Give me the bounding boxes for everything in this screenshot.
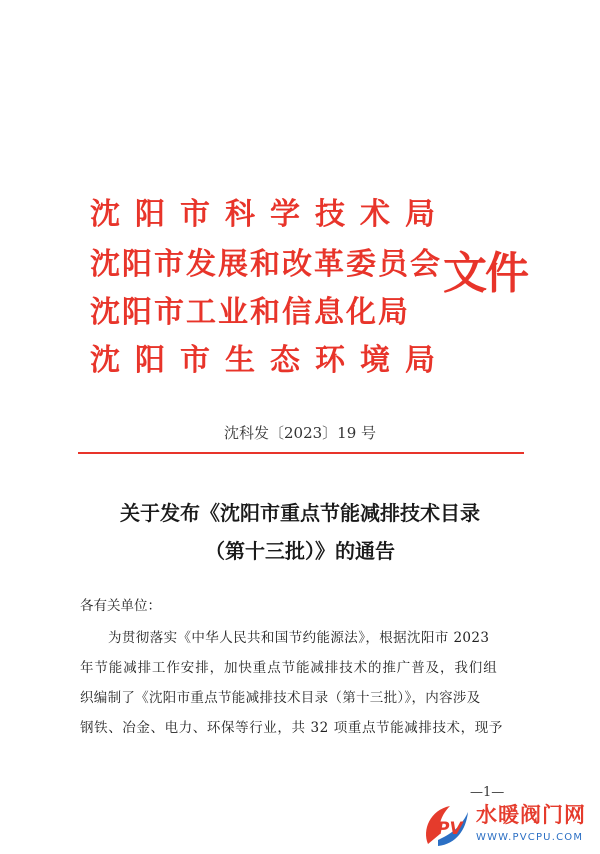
body-line: 为贯彻落实《中华人民共和国节约能源法》，根据沈阳市 2023 — [108, 630, 490, 646]
watermark-site-name: 水暖阀门网 — [476, 803, 586, 827]
issuer-header — [90, 192, 527, 382]
body-line: 钢铁、冶金、电力、环保等行业，共 32 项重点节能减排技术，现予 — [80, 720, 503, 736]
salutation: 各有关单位： — [80, 598, 161, 614]
notice-title-line-1: 关于发布《沈阳市重点节能减排技术目录 — [120, 501, 480, 525]
red-divider-line — [78, 452, 524, 454]
issuer-science-bureau: 沈阳市科学技术局 — [90, 197, 450, 232]
body-line: 年节能减排工作安排，加快重点节能减排技术的推广普及，我们组 — [80, 660, 498, 676]
notice-title-line-2: （第十三批）》的通告 — [205, 539, 395, 563]
issuer-development-commission: 沈阳市发展和改革委员会 — [90, 247, 442, 282]
watermark-url: WWW.PVCPU.COM — [476, 832, 584, 843]
site-watermark — [420, 800, 600, 854]
watermark-logo-text: PV — [437, 819, 463, 839]
document-number: 沈科发〔2023〕19 号 — [223, 424, 377, 442]
issuer-environment-bureau: 沈阳市生态环境局 — [90, 343, 450, 378]
body-line: 织编制了《沈阳市重点节能减排技术目录（第十三批）》，内容涉及 — [80, 690, 481, 706]
issuer-industry-bureau: 沈阳市工业和信息化局 — [90, 295, 410, 330]
watermark-logo-icon — [420, 800, 472, 852]
page-number: —1— — [470, 785, 505, 800]
document-label: 文件 — [443, 248, 527, 299]
